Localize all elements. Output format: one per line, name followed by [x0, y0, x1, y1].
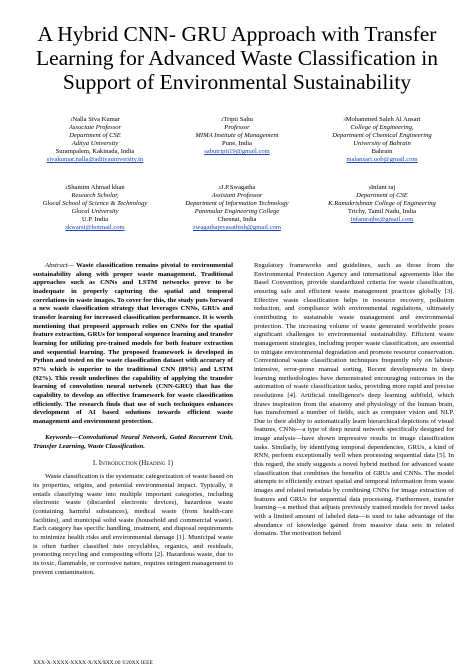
author-place: Trichy, Tamil Nadu, India [347, 208, 417, 215]
author-block-5 [172, 184, 302, 232]
author-role: Associate Professor [68, 124, 122, 131]
paper-title: A Hybrid CNN- GRU Approach with Transfer Learning for Advanced Waste Classification in Support of Environmental Sustainability [35, 22, 439, 94]
author-role: College of Engineering, [350, 124, 414, 131]
author-dept: Glocal School of Science & Technology [42, 200, 148, 207]
author-org: Glocal University [71, 208, 119, 215]
abstract-body: Waste classification remains pivotal to environmental sustainability along with proper waste management. Traditional approaches such as CNNs and LSTM networks prove to be inadequate in properly capturing the spatial and temporal correlations in waste images. To cover for this, the study puts forward a new waste classification strategy that leverages CNNs, GRUs and transfer learning for increased classification performance. It is worth mentioning that proposed approach relies on CNNs for the spatial feature extraction, GRUs for temporal sequence learning and transfer learning for utilizing pre-trained models for both feature extraction and sequential learning. The proposed framework is developed in Python and tested on the waste classification dataset with accuracy of 97% which is superior to the traditional CNN (89%) and LSTM (92%). This result underlines the capability of applying the transfer learning of convolution neural network (CNN-GRU) that has the capability to develop an effective framework for waste classification efficiently. The research finds that use of such techniques enhances development of AI based solutions towards efficient waste management and environment protection. [33, 262, 233, 425]
author-block-4 [30, 184, 160, 232]
author-dept: MIMA Institute of Management [195, 132, 279, 139]
intro-paragraph-left: Waste classification is the systematic categorization of waste based on its properties, origins, and potential environmental impact. Typically, it entails classifying waste into multiple important categories, including electronic waste (discarded electronic devices), hazardous waste (containing harmful substances), medical waste (from health-care facilities), and municipal solid waste (household and commercial waste). Each category has specific handling, treatment, and disposal requirements to minimize health risks and environmental damage [1]. Municipal waste is often further classified into recyclables, organics, and residuals, promoting recycling and composting efforts [2]. Hazardous waste, due to its toxic, flammable, or corrosive nature, requires stringent management to prevent contamination. [33, 473, 233, 576]
author-role: Assistant Professor [211, 192, 263, 199]
author-block-1 [30, 116, 160, 164]
author-org: Aditya University [71, 140, 119, 147]
author-block-6 [312, 184, 452, 224]
author-org: Panimalar Engineering College [194, 208, 280, 215]
author-place: Surampalem, Kakinada, India [55, 148, 135, 155]
author-dept: Department of Chemical Engineering [332, 132, 432, 139]
author-place: Pune, India [221, 140, 253, 147]
abstract-lead: Abstract— [45, 262, 74, 269]
keywords-body: Convolutional Neural Network, Gated Recurrent Unit, Transfer Learning, Waste Classification. [33, 434, 233, 451]
author-place: U.P. India [81, 216, 109, 223]
author-email[interactable]: swagathajeyasathish@gmail.com [193, 224, 281, 231]
section-number: I. [92, 458, 97, 467]
section-title: Introduction [98, 458, 138, 467]
author-name: Shamim Ahmad khan [67, 184, 125, 191]
author-email[interactable]: malansari.uob@gmail.com [346, 156, 418, 163]
author-place: Chennai, India [217, 216, 257, 223]
section-heading-suffix: (Heading 1) [138, 458, 174, 467]
author-sup: 3 [343, 117, 346, 122]
author-name: Infant raj [370, 184, 396, 191]
keywords [33, 434, 233, 451]
author-sup: 6 [368, 185, 371, 190]
author-dept: Department of CSE [69, 132, 121, 139]
author-email[interactable]: infantrajbe@gmail.com [350, 216, 414, 223]
author-role: Research Scholar, [71, 192, 119, 199]
author-role: Department of CSE [356, 192, 408, 199]
right-column [254, 262, 454, 539]
abstract [33, 262, 233, 426]
author-name: Nalla Siva Kumar [72, 116, 120, 123]
author-name: J.P.Swagatha [220, 184, 256, 191]
keywords-lead: Keywords— [45, 434, 79, 442]
author-place: Bahrain [371, 148, 393, 155]
author-email[interactable]: sabutripti19@gmail.com [204, 148, 270, 155]
author-sup: 1 [70, 117, 73, 122]
author-dept: K.Ramakrishnan College of Engineering [328, 200, 436, 207]
author-email[interactable]: sivakumar.nalla@adityauniversity.in [46, 156, 144, 163]
author-name: Tripti Sahu [223, 116, 253, 123]
author-role: Professor [224, 124, 250, 131]
author-email[interactable]: skwarsi@hotmail.com [65, 224, 125, 231]
author-block-3 [312, 116, 452, 164]
copyright-footer: XXX-X-XXXX-XXXX-X/XX/$XX.00 ©20XX IEEE [33, 660, 153, 666]
author-sup: 5 [218, 185, 221, 190]
author-sup: 2 [221, 117, 224, 122]
intro-paragraph-right: Regulatory frameworks and guidelines, such as those from the Environmental Protection Agency and international agreements like the Basel Convention, provide standardized criteria for waste classification, ensuring safe and efficient waste management practices globally [3]. Effective waste classification helps in resource recovery, pollution reduction, and compliance with environmental regulations, ultimately contributing to sustainable waste management and environmental protection. The increasing volume of waste generated worldwide poses significant challenges to environmental sustainability. Efficient waste management strategies, including proper waste classification, are essential to mitigate environmental degradation and promote resource conservation. Conventional waste classification techniques frequently rely on labour-intensive, error-prone manual sorting. Recent developments in deep learning methodologies have demonstrated encouraging outcomes in the automation of waste classification tasks, providing more rapid and precise resolutions [4]. Artificial intelligence's deep learning subfield, which draws inspiration from the anatomy and physiology of the human brain, has transformed a number of fields, such as computer vision and NLP. Due to their ability to automatically learn hierarchical depictions of visual features, CNNs—a type of deep neural network specifically designed for image analysis—have shown impressive results in image classification tasks. Similarly, by identifying temporal dependencies, GRUs, a kind of RNN, perform exceptionally well when processing sequential data [5]. In this regard, the study suggests a novel hybrid method for advanced waste classification that combines the benefits of GRUs and CNNs. The model attempts to efficiently extract spatial and temporal information from waste images and related metadata by combining CNNs for image extraction of features and GRUs for sequential data processing. Furthermore, transfer learning—a method that adjusts previously trained models for novel tasks with a limited amount of labeled data—is used to take advantage of the abundance of knowledge gained from massive data sets in related domains. The motivation behind [254, 262, 454, 538]
author-block-2 [172, 116, 302, 156]
section-heading [33, 459, 233, 468]
author-sup: 4 [65, 185, 68, 190]
author-dept: Department of Information Technology [185, 200, 289, 207]
author-org: University of Bahrain [353, 140, 411, 147]
author-name: Mohammed Saleh Al Ansari [345, 116, 421, 123]
left-column [33, 262, 233, 577]
